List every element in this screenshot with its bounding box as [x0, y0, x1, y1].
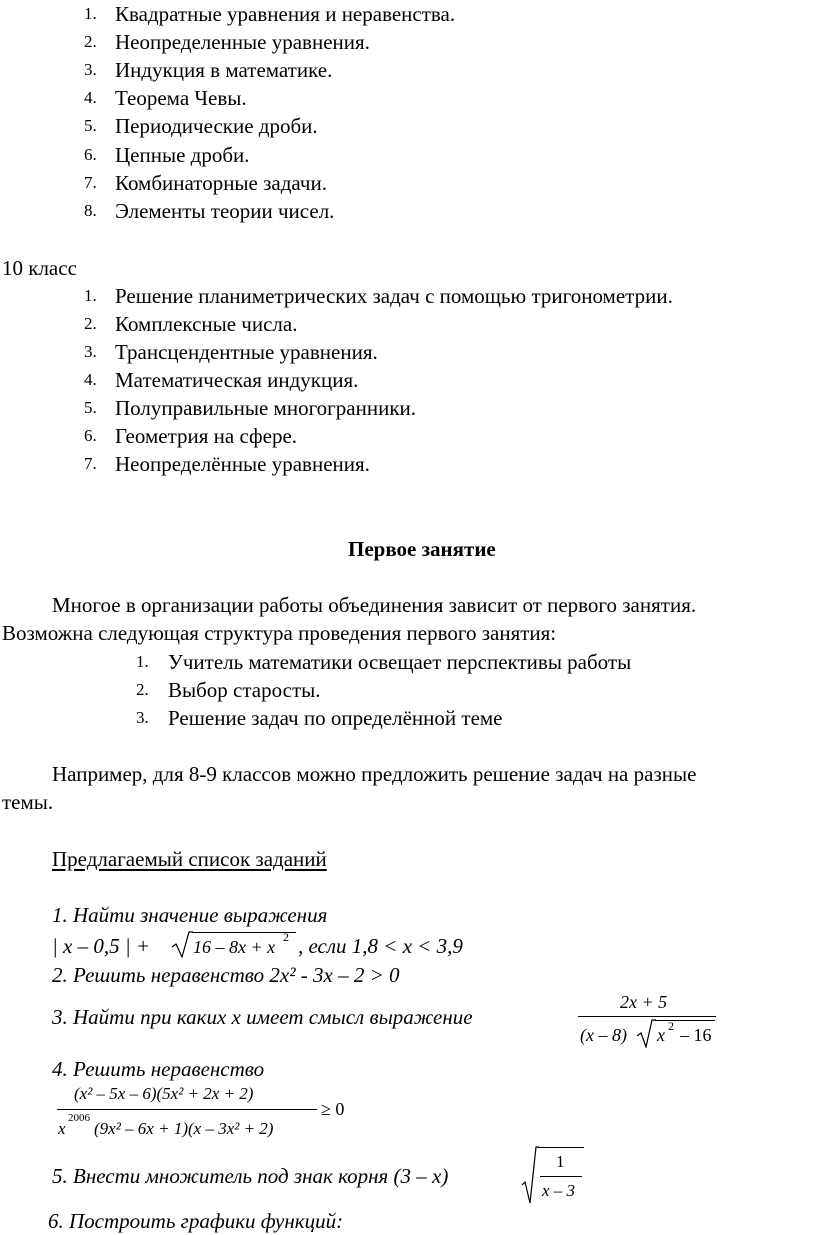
task-4-title: 4. Решить неравенство	[52, 1057, 265, 1081]
list-item: Квадратные уравнения и неравенства.	[115, 2, 456, 26]
task-3-text: 3. Найти при каких х имеет смысл выражение	[52, 1005, 473, 1029]
list-number: 2.	[84, 314, 97, 333]
fraction-denominator-x: x	[58, 1119, 66, 1138]
fraction-bar	[578, 1016, 716, 1017]
grade-heading: 10 класс	[2, 256, 77, 280]
radical-bar	[192, 932, 296, 933]
paragraph-line: Возможна следующая структура проведения первого занятия:	[2, 621, 557, 645]
list-item: Комбинаторные задачи.	[115, 171, 327, 195]
list-number: 6.	[84, 145, 97, 164]
fraction-denominator-exponent: 2	[668, 1019, 674, 1033]
fraction-numerator: 1	[556, 1152, 565, 1171]
tasks-heading	[52, 845, 327, 873]
list-item: Индукция в математике.	[115, 58, 333, 82]
task-5-text: 5. Внести множитель под знак корня (3 – х)	[52, 1164, 449, 1188]
task-1-sqrt-body: 16 – 8x + x	[193, 937, 276, 957]
list-number: 5.	[84, 398, 97, 417]
list-number: 1.	[136, 652, 149, 671]
list-item: Элементы теории чисел.	[115, 199, 335, 223]
list-number: 3.	[84, 60, 97, 79]
list-number: 3.	[84, 342, 97, 361]
radical-sign	[171, 930, 193, 958]
list-number: 4.	[84, 370, 97, 389]
fraction-denominator: x – 3	[542, 1181, 576, 1200]
list-number: 7.	[84, 454, 97, 473]
list-item: Комплексные числа.	[115, 312, 298, 336]
fraction-numerator: 2x + 5	[620, 992, 668, 1012]
list-number: 8.	[84, 201, 97, 220]
radical-bar	[655, 1020, 715, 1021]
list-number: 7.	[84, 173, 97, 192]
list-number: 1.	[84, 4, 97, 23]
list-number: 3.	[136, 708, 149, 727]
list-item: Полуправильные многогранники.	[115, 396, 417, 420]
list-item: Учитель математики освещает перспективы работы	[168, 650, 632, 674]
fraction-denominator-left: (x – 8)	[580, 1025, 627, 1045]
list-item: Решение планиметрических задач с помощью тригонометрии.	[115, 284, 673, 308]
fraction-numerator: (x² – 5x – 6)(5x² + 2x + 2)	[74, 1084, 254, 1103]
list-number: 4.	[84, 88, 97, 107]
section-title: Первое занятие	[348, 537, 496, 561]
list-item: Трансцендентные уравнения.	[115, 340, 378, 364]
list-number: 2.	[84, 32, 97, 51]
list-number: 6.	[84, 426, 97, 445]
list-item: Геометрия на сфере.	[115, 424, 298, 448]
task-1-sqrt-exponent: 2	[283, 930, 289, 944]
fraction-bar	[57, 1109, 317, 1110]
list-item: Неопределённые уравнения.	[115, 452, 370, 476]
fraction-denominator-sqrt: x	[657, 1025, 665, 1045]
fraction-denominator-right: – 16	[680, 1025, 712, 1045]
list-number: 5.	[84, 116, 97, 135]
task-2: 2. Решить неравенство 2х² - 3х – 2 > 0	[52, 963, 400, 987]
paragraph-line: темы.	[2, 790, 54, 814]
list-item: Цепные дроби.	[115, 143, 250, 167]
list-number: 1.	[84, 286, 97, 305]
fraction-bar	[540, 1176, 582, 1177]
radical-sign	[636, 1018, 656, 1048]
task-1-title: 1. Найти значение выражения	[52, 903, 328, 927]
list-number: 2.	[136, 680, 149, 699]
inequality-relation: ≥ 0	[321, 1099, 345, 1119]
list-item: Теорема Чевы.	[115, 86, 247, 110]
list-item: Периодические дроби.	[115, 114, 318, 138]
fraction-denominator-exponent: 2006	[68, 1112, 90, 1124]
list-item: Математическая индукция.	[115, 368, 359, 392]
radical-bar	[538, 1147, 584, 1148]
paragraph-line: Многое в организации работы объединения зависит от первого занятия.	[52, 593, 697, 617]
list-item: Неопределенные уравнения.	[115, 30, 370, 54]
tasks-heading-text: Предлагаемый список заданий	[52, 847, 327, 871]
task-6: 6. Построить графики функций:	[48, 1209, 344, 1233]
fraction-denominator-rest: (9x² – 6x + 1)(x – 3x² + 2)	[94, 1119, 274, 1138]
list-item: Выбор старосты.	[168, 678, 321, 702]
task-1-condition: , если 1,8 < x < 3,9	[298, 934, 463, 958]
paragraph-line: Например, для 8-9 классов можно предложить решение задач на разные	[52, 762, 697, 786]
task-1-expr-left: | x – 0,5 | +	[52, 934, 151, 958]
list-item: Решение задач по определённой теме	[168, 706, 503, 730]
radical-sign	[521, 1145, 539, 1205]
